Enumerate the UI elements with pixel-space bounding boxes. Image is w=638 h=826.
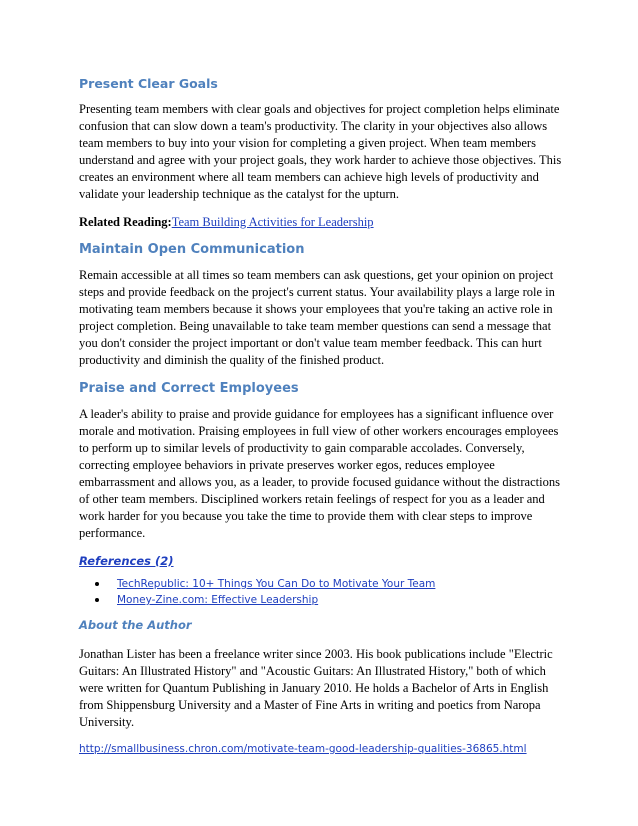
related-reading-link[interactable]: Team Building Activities for Leadership [171,215,374,229]
source-url-line [79,743,564,755]
references-heading[interactable] [79,554,564,568]
related-reading [79,215,564,230]
section-body-communication: Remain accessible at all times so team members can ask questions, get your opinion on project steps and provide feedback on the project's current status. Your availability plays a large role in motivating team members because it shows your employees that you're taking an active role in project completion. Being unavailable to take team member questions can send a message that you don't consider the project important or don't value team member feedback. This can hurt productivity and diminish the quality of the finished product. [79,268,555,367]
bullet-icon [95,598,99,602]
reference-link-1[interactable]: TechRepublic: 10+ Things You Can Do to Motivate Your Team [117,578,436,590]
section-heading-praise: Praise and Correct Employees [79,381,299,396]
list-item [79,592,564,608]
author-heading: About the Author [79,618,192,632]
section-heading-goals: Present Clear Goals [79,76,218,91]
author-body: Jonathan Lister has been a freelance writer since 2003. His book publications include "Electric Guitars: An Illustrated History" and "Acoustic Guitars: An Illustrated History," both of which were written for Quantum Publishing in January 2010. He holds a Bachelor of Arts in English from Shippensburg University and a Master of Fine Arts in writing and poetics from Naropa University. [79,647,553,729]
reference-link-2[interactable]: Money-Zine.com: Effective Leadership [117,594,319,606]
references-link[interactable]: References (2) [79,554,174,568]
source-url-link[interactable]: http://smallbusiness.chron.com/motivate-team-good-leadership-qualities-36865.html [79,743,527,755]
bullet-icon [95,582,99,586]
document-page [79,76,564,755]
section-body-goals: Presenting team members with clear goals and objectives for project completion helps eliminate confusion that can slow down a team's productivity. The clarity in your objectives also allows team members to buy into your vision for completing a given project. When team members understand and agree with your project goals, they work harder to achieve those objectives. This creates an environment where all team members can achieve high levels of productivity and validate your leadership technique as the catalyst for the upturn. [79,102,562,201]
list-item [79,576,564,592]
references-list [79,576,564,608]
related-reading-label: Related Reading: [79,215,172,229]
section-heading-communication: Maintain Open Communication [79,242,305,257]
section-body-praise: A leader's ability to praise and provide guidance for employees has a significant influence over morale and motivation. Praising employees in full view of other workers encourages employees to perform up to similar levels of productivity to gain comparable accolades. Conversely, correcting employee behaviors in private preserves worker egos, reduces employee embarrassment and allows you, as a leader, to provide focused guidance without the distractions of other team members. Disciplined workers retain feelings of respect for you as a leader and work harder for you because you take the time to provide them with clear steps to improve performance. [79,407,560,540]
